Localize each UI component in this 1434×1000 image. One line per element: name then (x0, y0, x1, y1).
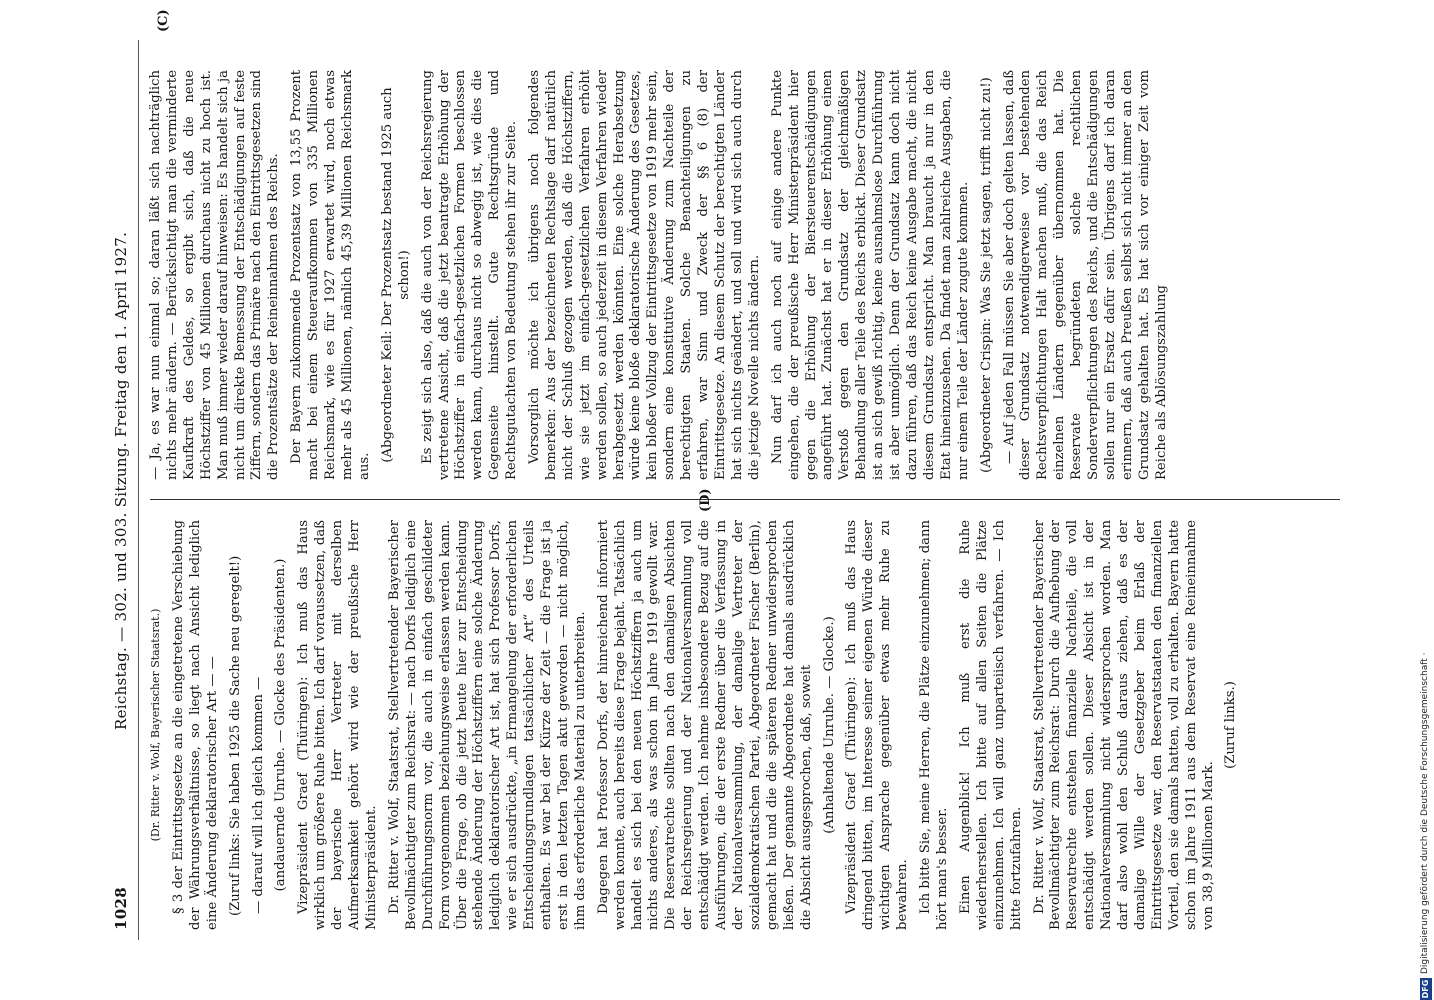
right-column (148, 70, 1177, 480)
paragraph: § 3 der Eintrittsgesetze an die eingetretene Verschiebung der Währungsverhältnisse, so liegt nach Ansicht lediglich eine Änderung deklaratorischer Art — — (170, 520, 220, 930)
paragraph: Es zeigt sich also, daß die auch von der Reichsregierung vertretene Ansicht, daß die jetzt beantragte Erhöhung der Höchstziffer in einfach-gesetzlichen Formen beschlossen werden kann, durchaus nicht so abwegig ist, wie dies die Gegenseite hinstellt. Gute Rechtsgründe und Rechtsgutachten von Bedeutung stehen ihr zur Seite. (419, 70, 520, 480)
paragraph: — darauf will ich gleich kommen — (250, 676, 266, 914)
paragraph: Der Bayern zukommende Prozentsatz von 13,55 Prozent macht bei einem Steueraufkommen von 335 Millionen Reichsmark, wie es für 1927 erwartet wird, noch etwas mehr als 45 Millionen, nämlich 45,39 Millionen Reichsmark aus. (289, 70, 372, 480)
paragraph: Nun darf ich auch noch auf einige andere Punkte eingehen, die der preußische Herr Ministerpräsident hier gegen die Erhöhung der Biersteuerentschädigungen angeführt hat. Zunächst hat er in dieser Erhöhung einen Verstoß gegen den Grundsatz der gleichmäßigen Behandlung aller Teile des Reichs erblickt. Dieser Grundsatz ist an sich gewiß richtig, keine ausnahmslose Durchführung ist aber unmöglich. Denn der Grundsatz kann doch nicht dazu führen, daß das Reich keine Ausgabe macht, die nicht diesem Grundsatz entspricht. Man braucht ja nur in den Etat hineinzusehen. Da findet man zahlreiche Ausgaben, die nur einem Teile der Länder zugute kommen. (769, 70, 971, 480)
interjection: (Abgeordneter Keil: Der Prozentsatz bestand 1925 auch schon!) (379, 87, 412, 463)
left-column (148, 520, 1246, 930)
funding-note: Digitalisierung gefördert durch die Deutsche Forschungsgemeinschaft · (1420, 652, 1430, 974)
paragraph: Dr. Ritter v. Wolf, Staatsrat, Stellvertretender Bayerischer Bevollmächtigter zum Reichsrat: — nach Dorfs lediglich eine Durchführungsnorm vor, die auch in einfach geschildeter Form vorgenommen beziehungsweise erlassen werden kann. Über die Frage, ob die jetzt heute hier zur Entscheidung stehende Änderung der Höchstziffern eine solche Änderung lediglich deklaratorischer Art ist, hat sich Professor Dorfs, wie er sich ausdrückte, „in Ermangelung der erforderlichen Entscheidungsgrundlagen tatsächlicher Art“ des Urteils enthalten. Es war bei der Kürze der Zeit — die Frage ist ja erst in den letzten Tagen akut geworden — nicht möglich, ihm das erforderliche Material zu unterbreiten. (386, 520, 588, 930)
paragraph: — Ja, es war nun einmal so; daran läßt sich nachträglich nichts mehr ändern. — Berücksichtigt man die verminderte Kaufkraft des Geldes, so ergibt sich, daß die neue Höchstziffer von 45 Millionen durchaus nicht zu hoch ist. Man muß immer wieder darauf hinweisen: Es handelt sich ja nicht um direkte Bemessung der Entschädigungen auf feste Ziffern, sondern das Primäre nach den Eintrittsgesetzen sind die Prozentsätze der Reineinnahmen des Reichs. (148, 70, 282, 480)
paragraph: Einen Augenblick! Ich muß erst die Ruhe wiederherstellen. Ich bitte auf allen Seiten die Plätze einzunehmen. Ich will ganz unparteiisch verfahren. — Ich bitte fortzufahren. (957, 520, 1024, 930)
margin-mark-c: (C) (156, 9, 171, 32)
column-divider (150, 499, 1340, 500)
dfg-logo-icon: DFG (1421, 979, 1430, 999)
header-rule (138, 40, 139, 940)
stage-direction: (andauernde Unruhe. — Glocke des Präsidenten.) (273, 558, 289, 892)
paragraph: Dr. Ritter v. Wolf, Staatsrat, Stellvertretender Bayerischer Bevollmächtigter zum Reichsrat: Durch die Aufhebung der Reservatrechte entstehen finanzielle Nachteile, die voll entschädigt werden sollen. Dieser Absicht ist in der Nationalversammlung nicht widersprochen worden. Man darf also wohl den Schluß daraus ziehen, daß es der damalige Wille der Gesetzgeber beim Erlaß der Eintrittsgesetze war, den Reservatstaaten den finanziellen Vorteil, den sie damals hatten, voll zu erhalten. Bayern hatte schon im Jahre 1911 aus dem Reservat eine Reineinnahme von 38,9 Millionen Mark. (1031, 520, 1216, 930)
paragraph: Vorsorglich möchte ich übrigens noch folgendes bemerken: Aus der bezeichneten Rechtslage darf natürlich nicht der Schluß gezogen werden, daß die Höchstziffern, wie sie jetzt im einfach-gesetzlichen Verfahren erhöht werden sollen, so auch jederzeit in diesem Verfahren wieder herabgesetzt werden könnten. Eine solche Herabsetzung würde keine bloße deklaratorische Änderung des Gesetzes, kein bloßer Vollzug der Eintrittsgesetze von 1919 mehr sein, sondern eine konstitutive Änderung zum Nachteile der berechtigten Staaten. Solche Benachteiligungen zu erfahren, war Sinn und Zweck der §§ 6 (8) der Eintrittsgesetze. An diesem Schutz der berechtigten Länder hat sich nichts geändert, und soll und wird sich auch durch die jetzige Novelle nichts ändern. (527, 70, 762, 480)
margin-mark-d: (D) (698, 488, 713, 512)
paragraph: Dagegen hat Professor Dorfs, der hinreichend informiert werden konnte, auch bereits diese Frage bejaht. Tatsächlich handelt es sich bei den neuen Höchstziffern ja auch um nichts anderes, als was schon im Jahre 1919 gewollt war. Die Reservatrechte sollten nach den damaligen Absichten der Reichsregierung und der Nationalversammlung voll entschädigt werden. Ich nehme insbesondere Bezug auf die Ausführungen, die der erste Redner über die Verfassung in der Nationalversammlung, der damalige Vertreter der sozialdemokratischen Partei, Abgeordneter Fischer (Berlin), gemacht hat und die die späteren Redner unwidersprochen ließen. Der genannte Abgeordnete hat damals ausdrücklich die Absicht ausgesprochen, daß, soweit (595, 520, 814, 930)
paragraph: — Auf jeden Fall müssen Sie aber doch gelten lassen, daß dieser Grundsatz notwendigerweise vor bestehenden Rechtsverpflichtungen Halt machen muß, die das Reich einzelnen Ländern gegenüber übernommen hat. Die Reservate begründeten solche rechtlichen Sonderverpflichtungen des Reichs, und die Entschädigungen sollen nur ein Ersatz dafür sein. Übrigens darf ich daran erinnern, daß auch Preußen selbst sich nicht immer an den Grundsatz gehalten hat. Es hat sich vor einiger Zeit vom Reiche als Ablösungszahlung (1001, 70, 1169, 480)
digitization-footer (1420, 0, 1434, 1000)
page-number: 1028 (112, 887, 130, 930)
paragraph: Vizepräsident Graef (Thüringen): Ich muß das Haus dringend bitten, im Interesse seiner eigenen Würde dieser wichtigen Ansprache gegenüber etwas mehr Ruhe zu bewahren. (844, 520, 911, 930)
interjection: (Abgeordneter Crispin: Was Sie jetzt sagen, trifft nicht zu!) (978, 77, 994, 473)
stage-direction: (Zuruf links.) (1223, 681, 1239, 769)
interjection: (Zuruf links: Sie haben 1925 die Sache neu geregelt!) (227, 555, 243, 916)
running-title: Reichstag. — 302. und 303. Sitzung. Freitag den 1. April 1927. (112, 231, 130, 730)
speaker-tag: (Dr. Ritter v. Wolf, Bayerischer Staatsrat.) (149, 608, 162, 842)
stage-direction: (Anhaltende Unruhe. — Glocke.) (821, 616, 837, 834)
paragraph: Vizepräsident Graef (Thüringen): Ich muß das Haus wirklich um größere Ruhe bitten. Ich darf voraussetzen, daß der bayerische Herr Vertreter mit derselben Aufmerksamkeit gehört wird wie der preußische Herr Ministerpräsident. (296, 520, 379, 930)
paragraph: Ich bitte Sie, meine Herren, die Plätze einzunehmen; dann hört man's besser. (918, 520, 950, 930)
